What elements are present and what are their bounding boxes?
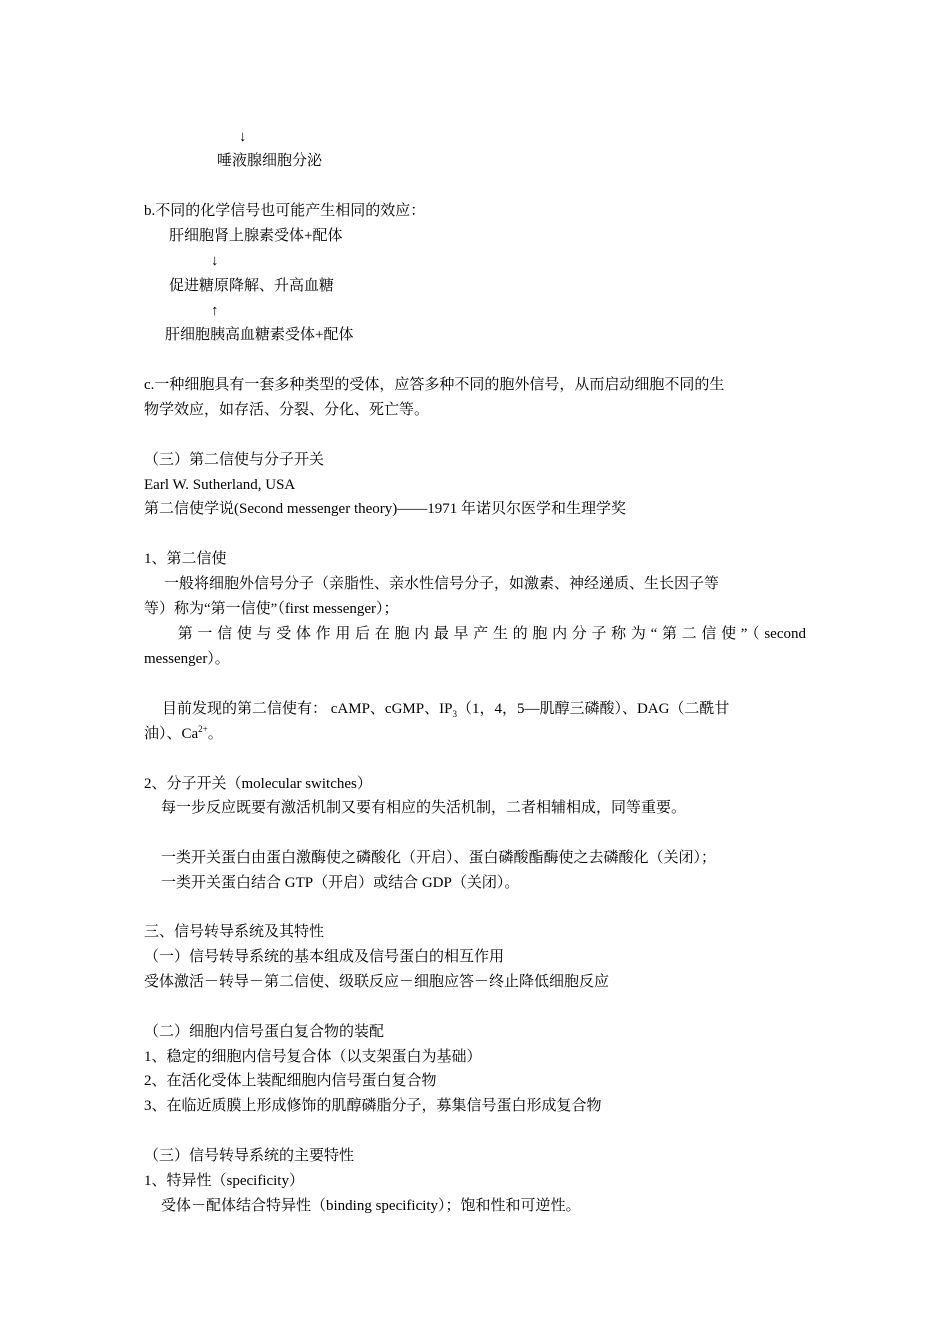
liver-glucagon-receptor-text: 肝细胞胰高血糖素受体+配体 <box>165 327 354 343</box>
section-heading-second-messenger: （三）第二信使与分子开关 <box>144 452 325 468</box>
down-arrow-icon: ↓ <box>211 253 219 269</box>
point-c-line-1: c.一种细胞具有一套多种类型的受体，应答多种不同的胞外信号，从而启动细胞不同的生 <box>144 377 725 393</box>
point-c-line-2: 物学效应，如存活、分裂、分化、死亡等。 <box>144 402 430 418</box>
glycogen-effect-text: 促进糖原降解、升高血糖 <box>169 278 335 294</box>
specificity-description: 受体－配体结合特异性（binding specificity）；饱和性和可逆性。 <box>161 1198 581 1214</box>
found-messengers-line-1: 目前发现的第二信使有： cAMP、cGMP、$IP_3(1$，4，5—肌醇三磷酸）、DAG（二酰甘 <box>162 701 730 719</box>
liver-epinephrine-receptor-text: 肝细胞肾上腺素受体+配体 <box>169 228 343 244</box>
second-messenger-line-1: 第一信使与受体作用后在胞内最早产生的胞内分子称为“第二信使”（second <box>173 626 806 642</box>
saliva-secretion-text: 唾液腺细胞分泌 <box>217 153 323 169</box>
found-messengers-line-2: 油）、$Ca^{2+}$。 <box>144 724 223 742</box>
specificity-heading: 1、特异性（specificity） <box>144 1173 304 1189</box>
up-arrow-icon: ↑ <box>211 303 219 319</box>
theory-nobel-line: 第二信使学说(Second messenger theory)——1971 年诺贝尔医学和生理学奖 <box>144 501 627 517</box>
first-messenger-line-1: 一般将细胞外信号分子（亲脂性、亲水性信号分子，如激素、神经递质、生长因子等 <box>164 576 720 592</box>
subsection-3-3-heading: （三）信号转导系统的主要特性 <box>144 1148 355 1164</box>
item-2-heading: 2、分子开关（molecular switches） <box>144 776 372 792</box>
sutherland-credit: Earl W. Sutherland, USA <box>144 477 296 493</box>
subsection-3-1-heading: （一）信号转导系统的基本组成及信号蛋白的相互作用 <box>144 949 505 965</box>
complex-item-3: 3、在临近质膜上形成修饰的肌醇磷脂分子，募集信号蛋白形成复合物 <box>144 1098 602 1114</box>
down-arrow-icon: ↓ <box>239 129 247 145</box>
switch-description: 每一步反应既要有激活机制又要有相应的失活机制，二者相辅相成，同等重要。 <box>161 800 687 816</box>
item-1-heading: 1、第二信使 <box>144 551 227 567</box>
switch-kinase-line: 一类开关蛋白由蛋白激酶使之磷酸化（开启）、蛋白磷酸酯酶使之去磷酸化（关闭）； <box>161 850 717 866</box>
second-messenger-line-2: messenger）。 <box>144 651 230 667</box>
part-3-heading: 三、信号转导系统及其特性 <box>144 924 325 940</box>
point-b-heading: b.不同的化学信号也可能产生相同的效应： <box>144 203 426 219</box>
complex-item-1: 1、稳定的细胞内信号复合体（以支架蛋白为基础） <box>144 1049 482 1065</box>
signal-chain-line: 受体激活－转导－第二信使、级联反应－细胞应答－终止降低细胞反应 <box>144 974 610 990</box>
first-messenger-line-2: 等）称为“第一信使”（first messenger）； <box>144 601 399 617</box>
switch-gtp-line: 一类开关蛋白结合 GTP（开启）或结合 GDP（关闭）。 <box>161 875 520 891</box>
subsection-3-2-heading: （二）细胞内信号蛋白复合物的装配 <box>144 1024 385 1040</box>
complex-item-2: 2、在活化受体上装配细胞内信号蛋白复合物 <box>144 1073 437 1089</box>
